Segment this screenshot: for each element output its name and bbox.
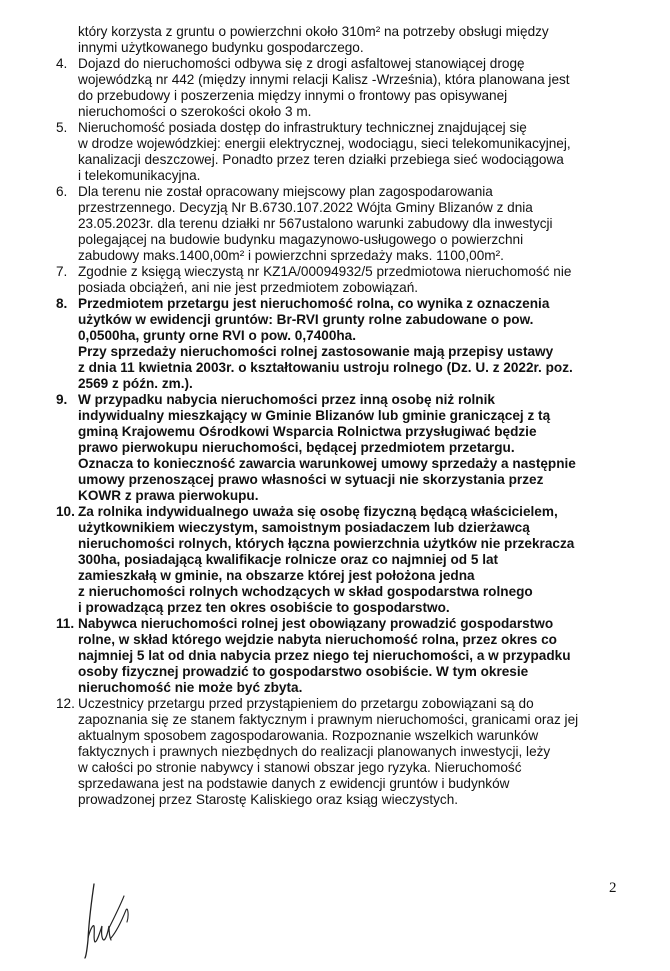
text-line: użytkownikiem wieczystym, samoistnym posiadaczem lub dzierżawcą — [78, 520, 530, 535]
text-line: z nieruchomości rolnych wchodzących w skład gospodarstwa rolnego — [78, 584, 533, 599]
text-line: Nieruchomość posiada dostęp do infrastruktury technicznej znajdującej się — [78, 120, 527, 135]
text-line: 2569 z późn. zm.). — [78, 376, 193, 391]
text-line: Oznacza to konieczność zawarcia warunkowej umowy sprzedaży a następnie — [78, 456, 576, 471]
list-item-8 — [56, 296, 616, 392]
text-line: Za rolnika indywidualnego uważa się osobę fizyczną będącą właścicielem, — [78, 504, 558, 519]
list-item-10 — [56, 504, 616, 616]
text-line: Dojazd do nieruchomości odbywa się z drogi asfaltowej stanowiącej drogę — [78, 56, 525, 71]
item-number: 9. — [56, 392, 68, 407]
text-line: i prowadzącą przez ten okres osobiście to gospodarstwo. — [78, 600, 450, 615]
text-line: nieruchomości rolnych, których łączna powierzchnia użytków nie przekracza — [78, 536, 575, 551]
list-item-5 — [56, 120, 616, 184]
text-line: zamieszkałą w gminie, na obszarze której jest położona jedna — [78, 568, 475, 583]
text-line: KOWR z prawa pierwokupu. — [78, 488, 259, 503]
text-line: z dnia 11 kwietnia 2003r. o kształtowaniu ustroju rolnego (Dz. U. z 2022r. poz. — [78, 360, 573, 375]
text-line: w całości po stronie nabywcy i stanowi obszar jego ryzyka. Nieruchomość — [78, 760, 522, 775]
list-item-6 — [56, 184, 616, 264]
text-line: prowadzonej przez Starostę Kaliskiego oraz ksiąg wieczystych. — [78, 792, 459, 807]
handwritten-signature — [80, 880, 135, 960]
text-line: osoby fizycznej prowadzić to gospodarstwo osobiście. W tym okresie — [78, 664, 529, 679]
text-line: wojewódzką nr 442 (między innymi relacji Kalisz -Września), która planowana jest — [78, 72, 570, 87]
text-line: Przy sprzedaży nieruchomości rolnej zastosowanie mają przepisy ustawy — [78, 344, 554, 359]
text-line: gminą Krajowemu Ośrodkowi Wsparcia Rolnictwa przysługiwać będzie — [78, 424, 537, 439]
text-line: aktualnym sposobem zagospodarowania. Rozpoznanie wszelkich warunków — [78, 728, 539, 743]
text-line: kanalizacji deszczowej. Ponadto przez teren działki przebiega sieć wodociągowa — [78, 152, 564, 167]
text-line: prawo pierwokupu nieruchomości, będącej przedmiotem przetargu. — [78, 440, 515, 455]
text-line: 300ha, posiadającą kwalifikacje rolnicze oraz co najmniej od 5 lat — [78, 552, 499, 567]
list-item-4 — [56, 56, 616, 120]
list-item-7 — [56, 264, 616, 296]
text-line: przestrzennego. Decyzją Nr B.6730.107.2022 Wójta Gminy Blizanów z dnia — [78, 200, 533, 215]
text-line: Uczestnicy przetargu przed przystąpieniem do przetargu zobowiązani są do — [78, 696, 534, 711]
text-line: do przebudowy i poszerzenia między innymi o frontowy pas opisywanej — [78, 88, 508, 103]
item-number: 10. — [56, 504, 75, 519]
text-line: Nabywca nieruchomości rolnej jest obowiązany prowadzić gospodarstwo — [78, 616, 554, 631]
page-number: 2 — [609, 880, 617, 896]
text-line: 23.05.2023r. dla terenu działki nr 567ustalono warunki zabudowy dla inwestycji — [78, 216, 553, 231]
text-line: najmniej 5 lat od dnia nabycia przez niego tej nieruchomości, a w przypadku — [78, 648, 571, 663]
text-line: rolne, w skład którego wejdzie nabyta nieruchomość rolna, przez okres co — [78, 632, 557, 647]
item-number: 4. — [56, 56, 68, 71]
text-line: nieruchomość nie może być zbyta. — [78, 680, 303, 695]
text-line: indywidualny mieszkający w Gminie Blizanów lub gminie graniczącej z tą — [78, 408, 551, 423]
text-line: 0,0500ha, grunty orne RVI o pow. 0,7400ha. — [78, 328, 357, 343]
text-line: nieruchomości o szerokości około 3 m. — [78, 104, 312, 119]
item-number: 12. — [56, 696, 75, 711]
text-line: W przypadku nabycia nieruchomości przez inną osobę niż rolnik — [78, 392, 495, 407]
text-line: zabudowy maks.1400,00m² i powierzchni sprzedaży maks. 1100,00m². — [78, 248, 504, 263]
text-line: Zgodnie z księgą wieczystą nr KZ1A/00094932/5 przedmiotowa nieruchomość nie — [78, 264, 572, 279]
item-number: 7. — [56, 264, 68, 279]
text-line: i telekomunikacyjna. — [78, 168, 201, 183]
text-line: polegającej na budowie budynku magazynowo-usługowego o powierzchni — [78, 232, 524, 247]
text-line: zapoznania się ze stanem faktycznym i prawnym nieruchomości, granicami oraz jej — [78, 712, 579, 727]
text-line: sprzedawana jest na podstawie danych z ewidencji gruntów i budynków — [78, 776, 510, 791]
text-line: posiada obciążeń, ani nie jest przedmiotem zobowiązań. — [78, 280, 419, 295]
text-line: faktycznych i prawnych niezbędnych do realizacji planowanych inwestycji, leży — [78, 744, 551, 759]
text-line: Dla terenu nie został opracowany miejscowy plan zagospodarowania — [78, 184, 493, 199]
text-line: w drodze wojewódzkiej: energii elektrycznej, wodociągu, sieci telekomunikacyjnej, — [78, 136, 571, 151]
item-number: 5. — [56, 120, 68, 135]
item-number: 8. — [56, 296, 68, 311]
text-line: innymi użytkowanego budynku gospodarczego. — [78, 40, 364, 55]
list-item-12 — [56, 696, 616, 808]
text-line: Przedmiotem przetargu jest nieruchomość rolna, co wynika z oznaczenia — [78, 296, 550, 311]
item-number: 6. — [56, 184, 68, 199]
continuation-paragraph — [56, 24, 616, 56]
list-item-9 — [56, 392, 616, 504]
document-body — [56, 24, 616, 808]
text-line: który korzysta z gruntu o powierzchni około 310m² na potrzeby obsługi między — [78, 24, 549, 39]
text-line: umowy przenoszącej prawo własności w sytuacji nie skorzystania przez — [78, 472, 544, 487]
item-number: 11. — [56, 616, 75, 631]
list-item-11 — [56, 616, 616, 696]
text-line: użytków w ewidencji gruntów: Br-RVI grunty rolne zabudowane o pow. — [78, 312, 534, 327]
